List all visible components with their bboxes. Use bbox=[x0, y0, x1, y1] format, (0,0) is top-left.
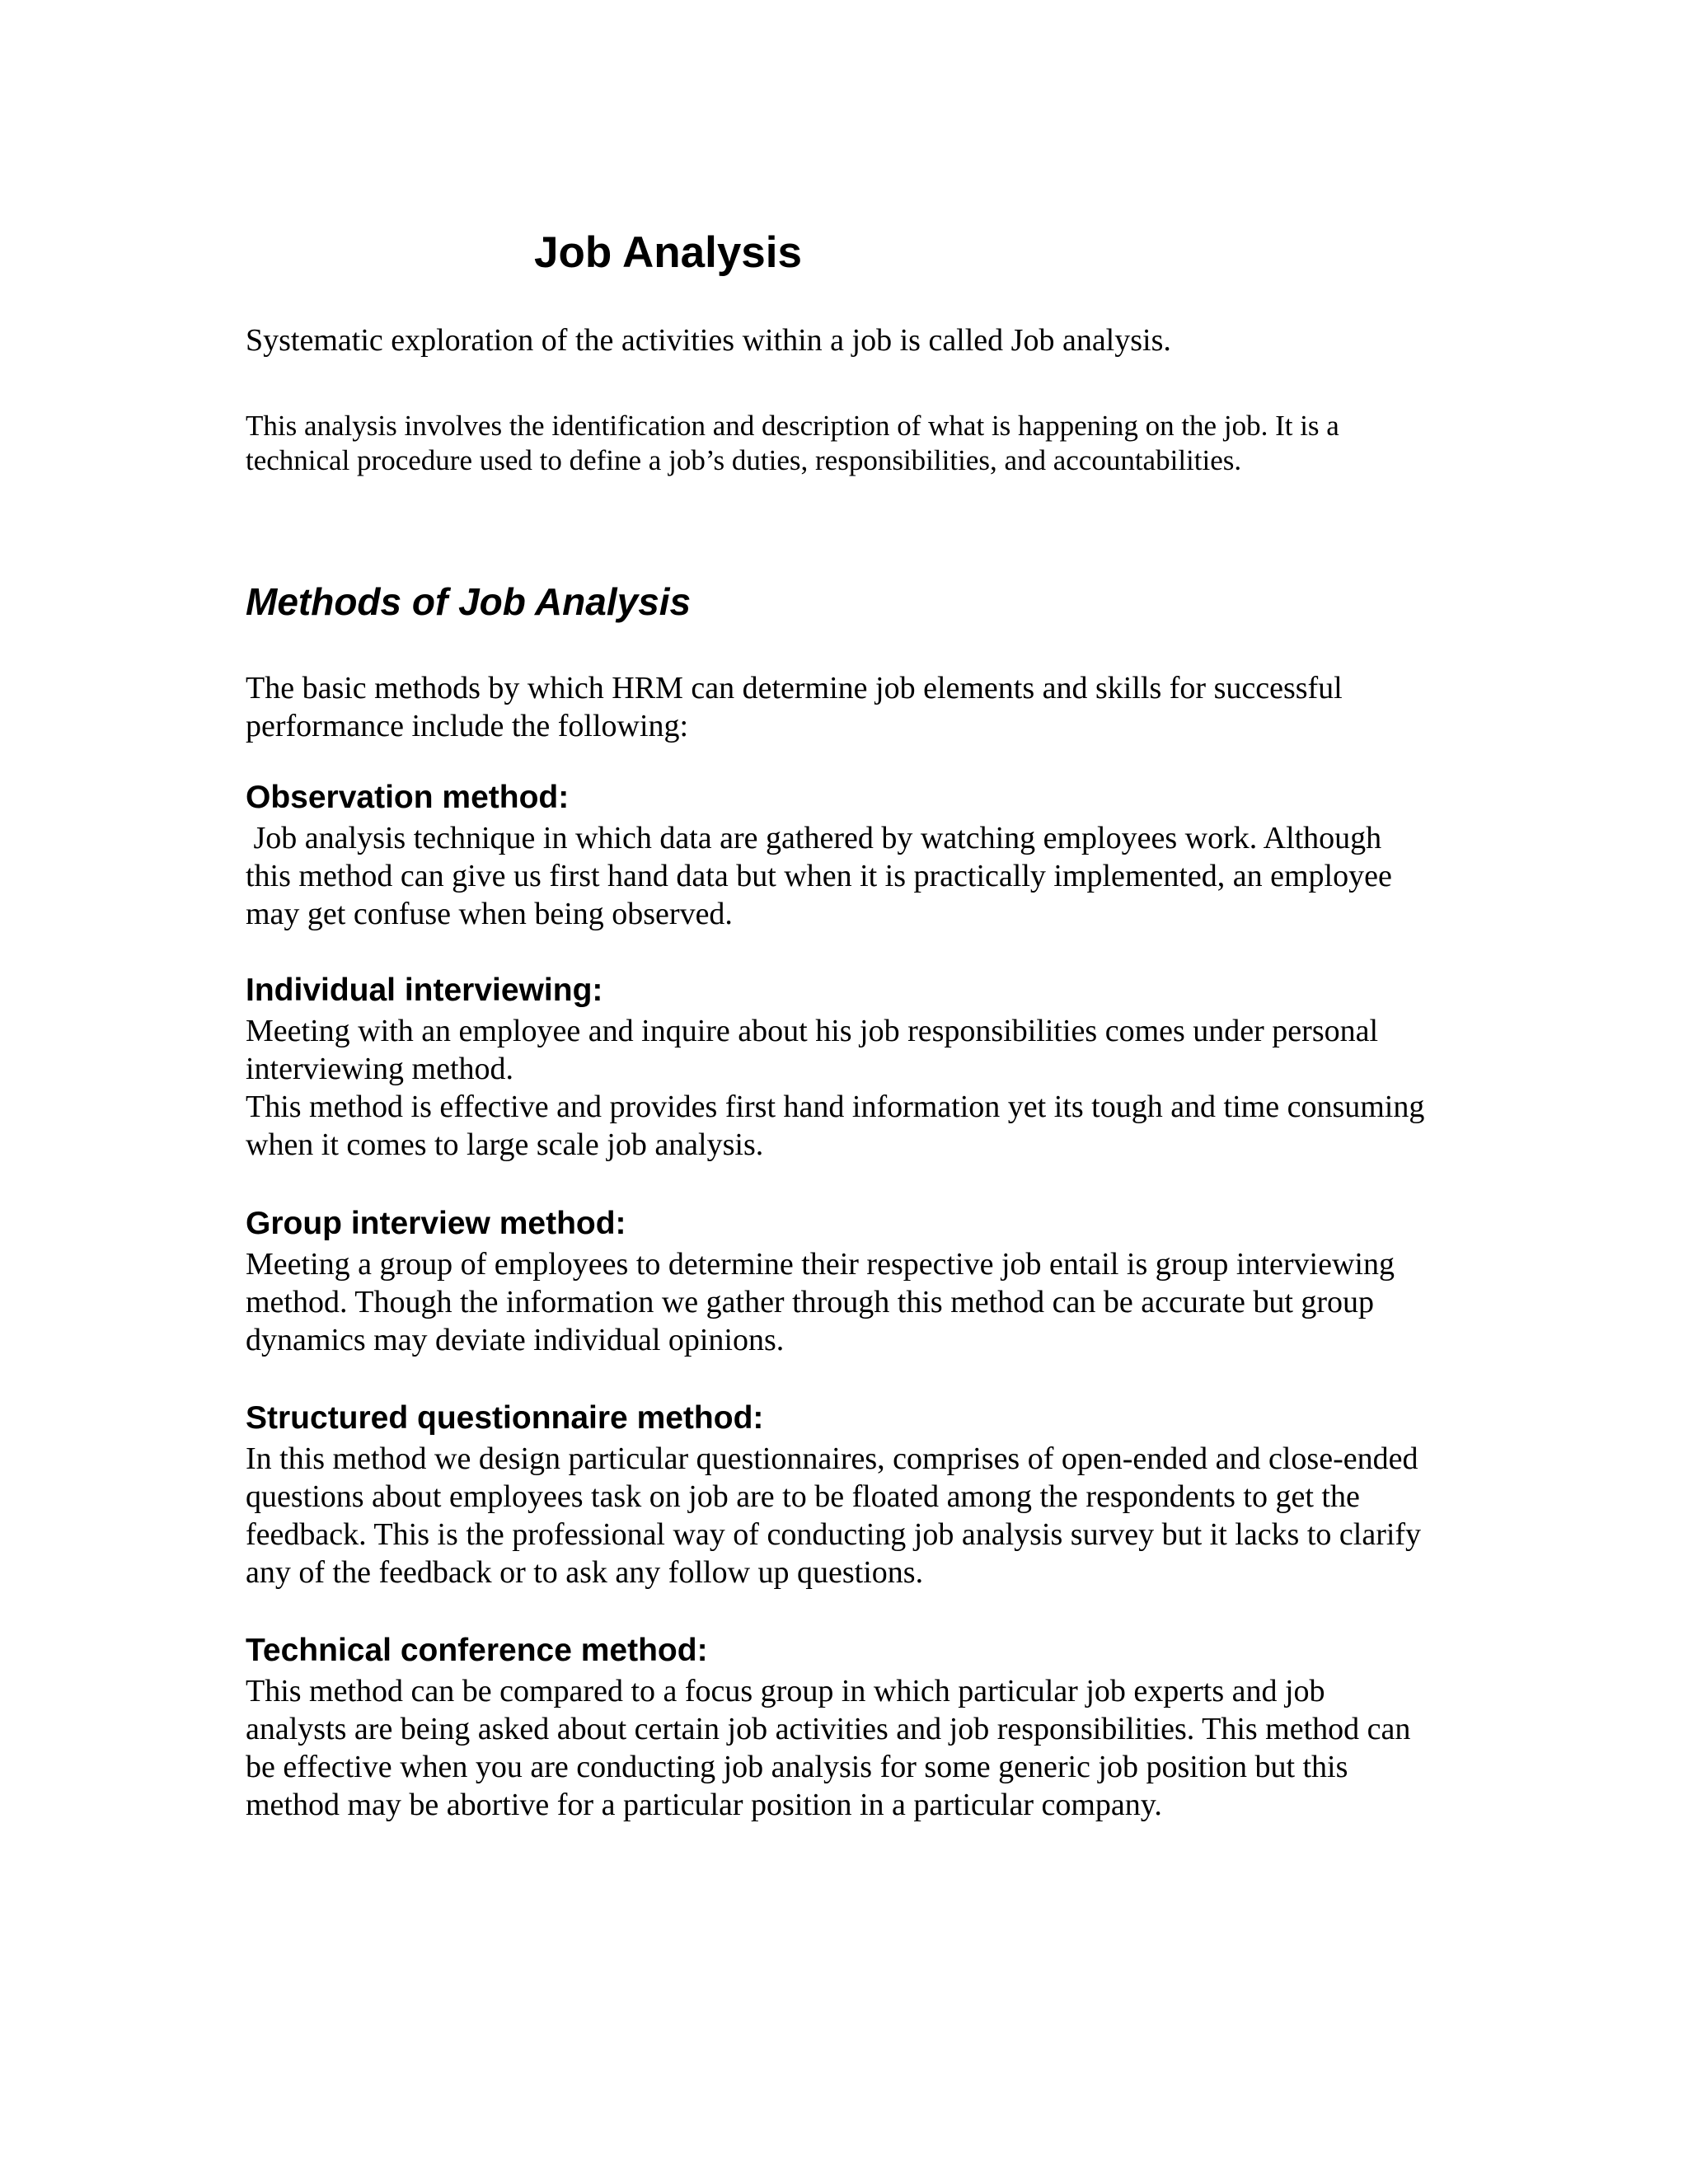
methods-intro: The basic methods by which HRM can determine job elements and skills for successful performance include the following: bbox=[246, 671, 1343, 743]
intro-line: Systematic exploration of the activities within a job is called Job analysis. bbox=[246, 323, 1171, 358]
method-heading: Technical conference method: bbox=[246, 1633, 708, 1668]
method-structured-questionnaire bbox=[246, 1397, 1432, 1591]
intro-paragraph: This analysis involves the identification and description of what is happening on the job. It is a technical procedure used to define a job’s duties, responsibilities, and accountabilities. bbox=[246, 410, 1339, 476]
method-heading: Group interview method: bbox=[246, 1206, 626, 1241]
method-individual-interviewing bbox=[246, 969, 1432, 1164]
method-technical-conference bbox=[246, 1629, 1432, 1824]
method-heading: Individual interviewing: bbox=[246, 972, 603, 1008]
method-paragraph: This method is effective and provides first hand information yet its tough and time consuming when it comes to large scale job analysis. bbox=[246, 1090, 1425, 1162]
method-group-interview bbox=[246, 1202, 1432, 1359]
method-heading: Observation method: bbox=[246, 780, 570, 815]
method-heading: Structured questionnaire method: bbox=[246, 1400, 764, 1436]
document-title: Job Analysis bbox=[534, 228, 802, 277]
method-paragraph: Job analysis technique in which data are gathered by watching employees work. Although this method can give us first hand data but when it is practically implemented, an employee may get confuse when being observed. bbox=[246, 821, 1400, 931]
method-paragraph: Meeting with an employee and inquire about his job responsibilities comes under personal interviewing method. bbox=[246, 1014, 1379, 1086]
method-paragraph: This method can be compared to a focus group in which particular job experts and job analysts are being asked about certain job activities and job responsibilities. This method can be effective when you are conducting job analysis for some generic job position but this method may be abortive for a particular position in a particular company. bbox=[246, 1674, 1411, 1822]
method-paragraph: In this method we design particular questionnaires, comprises of open-ended and close-ended questions about employees task on job are to be floated among the respondents to get the feedback. This is the professional way of conducting job analysis survey but it lacks to clarify any of the feedback or to ask any follow up questions. bbox=[246, 1441, 1422, 1590]
section-title: Methods of Job Analysis bbox=[246, 580, 692, 623]
method-observation bbox=[246, 776, 1432, 933]
method-paragraph: Meeting a group of employees to determine their respective job entail is group interviewing method. Though the information we gather through this method can be accurate but group dynamics may deviate individual opinions. bbox=[246, 1247, 1395, 1357]
